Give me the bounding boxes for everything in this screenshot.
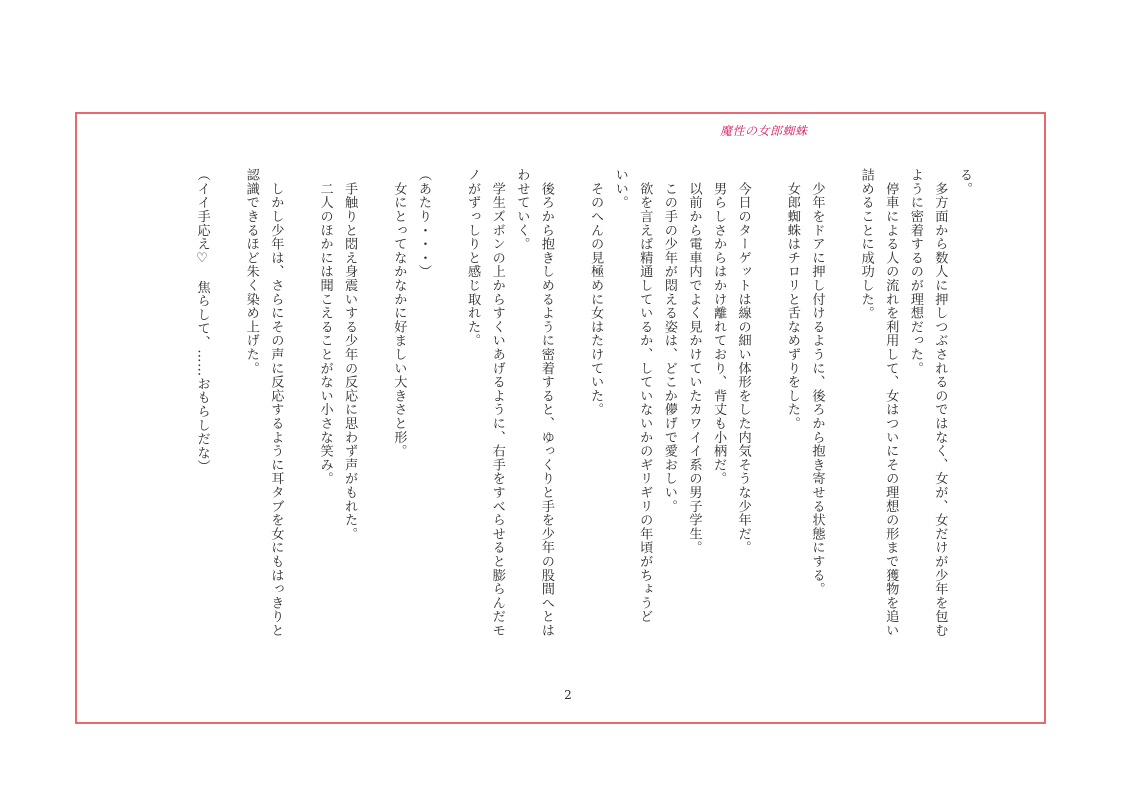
blank-line xyxy=(755,168,780,680)
text-line: この手の少年が悶える姿は、どこか儚げで愛おしい。 xyxy=(661,168,677,513)
text-line: 停車による人の流れを利用して、女はついにその理想の形まで獲物を追い xyxy=(883,168,899,638)
text-line: そのへんの見極めに女はたけていた。 xyxy=(588,168,604,417)
text-line: しかし少年は、さらにその声に反応するように耳タブを女にもはっきりと xyxy=(268,168,284,638)
text-line: ノがずっしりと感じ取れた。 xyxy=(465,168,481,348)
text-line: 認識できるほど朱く染め上げた。 xyxy=(243,168,259,375)
blank-line xyxy=(828,168,853,680)
text-line: 手触りと悶え身震いする少年の反応に思わず声がもれた。 xyxy=(342,168,358,541)
text-line: わせていく。 xyxy=(514,168,530,251)
blank-line xyxy=(558,168,583,680)
text-line: ように密着するのが理想だった。 xyxy=(907,168,923,375)
blank-line xyxy=(287,168,312,680)
text-line: 男らしさからはかけ離れており、背丈も小柄だ。 xyxy=(711,168,727,486)
text-line: 詰めることに成功した。 xyxy=(858,168,874,320)
text-line: 後ろから抱きしめるように密着すると、ゆっくりと手を少年の股間へとは xyxy=(538,168,554,638)
text-line: 以前から電車内でよく見かけていたカワイイ系の男子学生。 xyxy=(686,168,702,555)
page-number: 2 xyxy=(564,688,572,702)
text-line: 学生ズボンの上からすくいあげるように、右手をすべらせると膨らんだモ xyxy=(489,168,505,638)
text-line: 今日のターゲットは線の細い体形をした内気そうな少年だ。 xyxy=(735,168,751,555)
text-line: る。 xyxy=(957,168,972,196)
vertical-body-text xyxy=(160,168,976,680)
blank-line xyxy=(435,168,460,680)
blank-line xyxy=(361,168,386,680)
text-line: （イイ手応え♡ 焦らして、……おもらしだな） xyxy=(194,168,210,474)
text-line: 女郎蜘蛛はチロリと舌なめずりをした。 xyxy=(784,168,800,431)
text-line: 多方面から数人に押しつぶされるのではなく、女が、女だけが少年を包む xyxy=(932,168,948,638)
text-line: 二人のほかには聞こえることがない小さな笑み。 xyxy=(317,168,333,486)
text-line: 少年をドアに押し付けるように、後ろから抱き寄せる状態にする。 xyxy=(809,168,825,596)
page-title: 魔性の女郎蜘蛛 xyxy=(720,124,808,138)
text-line: 欲を言えば精通しているか、していないかのギリギリの年頃がちょうど xyxy=(637,168,653,624)
blank-line xyxy=(214,168,239,680)
text-line: 女にとってなかなかに好ましい大きさと形。 xyxy=(391,168,407,458)
text-line: （あたり・・・） xyxy=(415,168,431,279)
text-line: いい。 xyxy=(612,168,628,210)
